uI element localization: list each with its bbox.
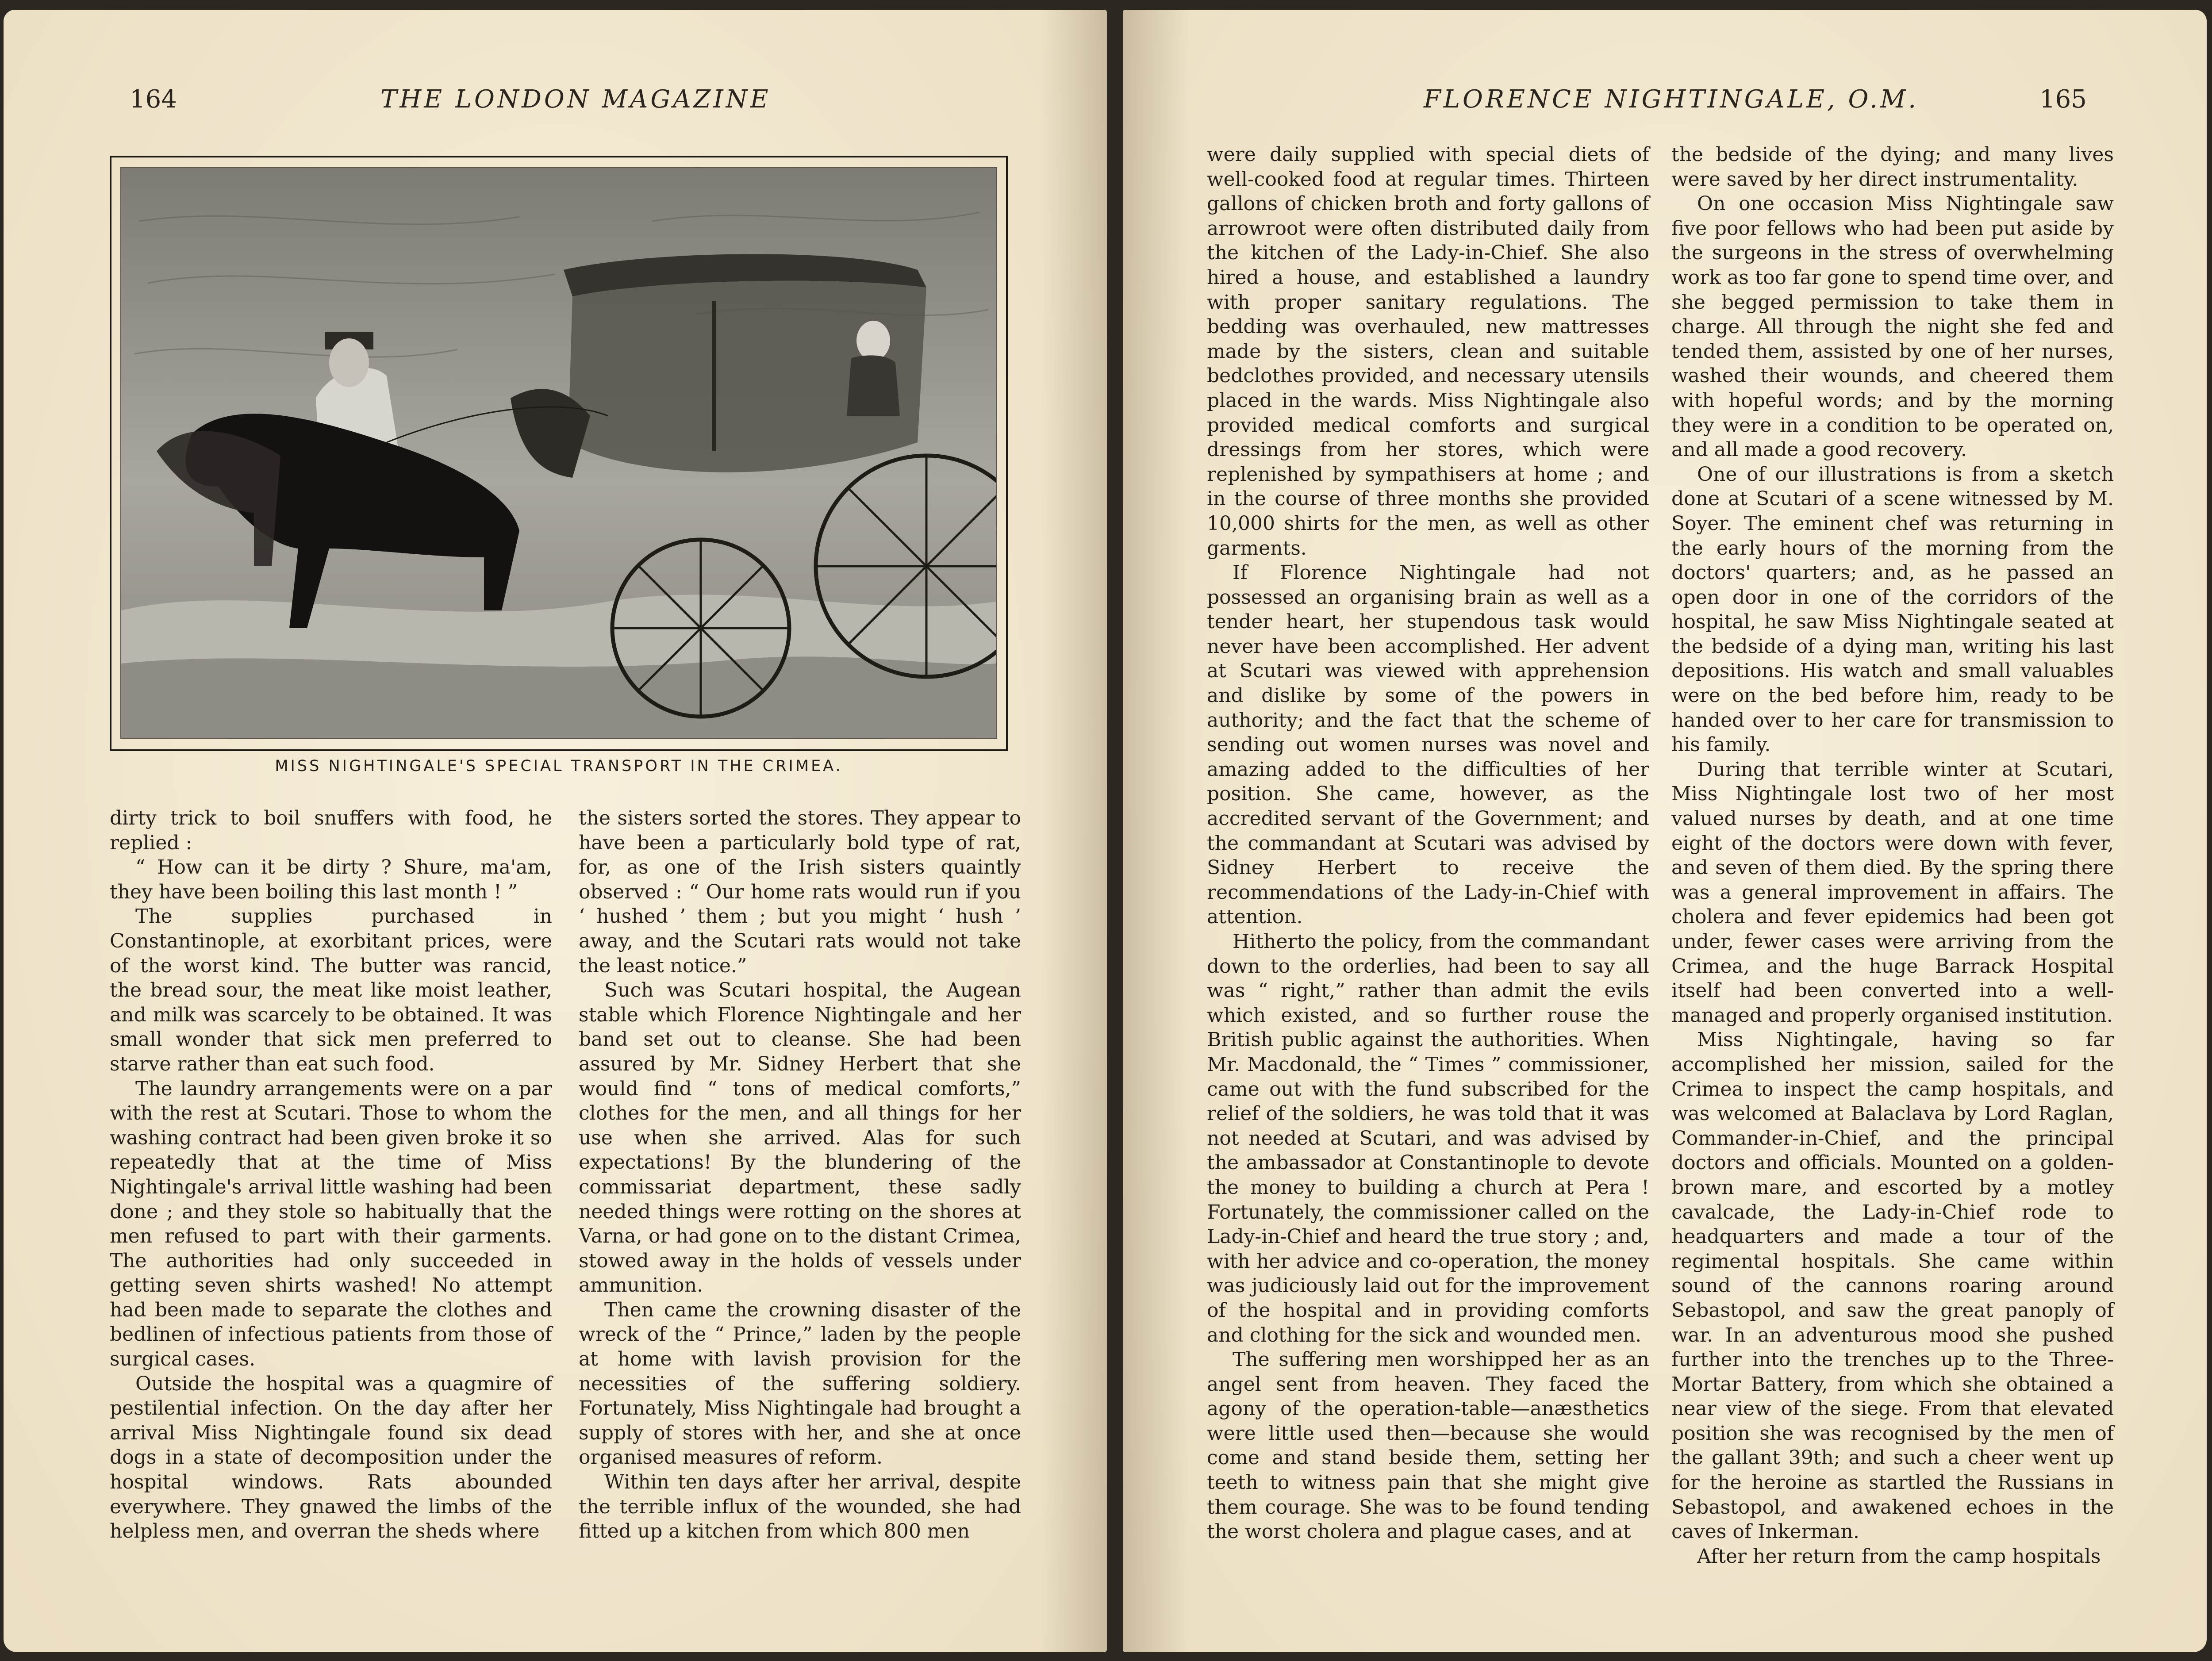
left-gutter-shadow bbox=[1041, 10, 1107, 1652]
paragraph: On one occasion Miss Nightingale saw five poor fellows who had been put aside by the surgeons in the stress of overwhelming work as too far gone to spend time over, and she begged permission to take them in charge. All through the night she fed and tended them, assisted by one of her nurses, washed their wounds, and cheered them with hopeful words; and by the morning they were in a condition to be operated on, and all made a good recovery. bbox=[1671, 192, 2114, 461]
paragraph: dirty trick to boil snuffers with food, he replied : bbox=[110, 807, 552, 854]
paragraph: “ How can it be dirty ? Shure, ma'am, they have been boiling this last month ! ” bbox=[110, 856, 552, 903]
left-page-column-2 bbox=[579, 806, 1021, 1544]
left-page bbox=[4, 10, 1107, 1652]
right-page bbox=[1123, 10, 2207, 1652]
page-number-left: 164 bbox=[130, 85, 177, 114]
running-head-right: FLORENCE NIGHTINGALE, O.M. bbox=[1424, 85, 1919, 114]
paragraph: Such was Scutari hospital, the Augean stable which Florence Nightingale and her band set out to cleanse. She had been assured by Mr. Sidney Herbert that she would find “ tons of medical comforts,” clothes for the men, and all things for her use when she arrived. Alas for such expectations! By the blundering of the commissariat department, these sadly needed things were rotting on the shores at Varna, or had gone on to the distant Crimea, stowed away in the holds of vessels under ammunition. bbox=[579, 979, 1021, 1297]
figure-caption: MISS NIGHTINGALE'S SPECIAL TRANSPORT IN THE CRIMEA. bbox=[275, 757, 843, 775]
paragraph: Then came the crowning disaster of the wreck of the “ Prince,” laden by the people at home with lavish provision for the necessities of the suffering soldiery. Fortunately, Miss Nightingale had brought a supply of stores with her, and she at once organised measures of reform. bbox=[579, 1298, 1021, 1469]
paragraph: the bedside of the dying; and many lives were saved by her direct instrumentality. bbox=[1671, 143, 2114, 191]
paragraph: The supplies purchased in Constantinople, at exorbitant prices, were of the worst kind. The butter was rancid, the bread sour, the meat like moist leather, and milk was scarcely to be obtained. It was small wonder that sick men preferred to starve rather than eat such food. bbox=[110, 905, 552, 1075]
right-page-column-2 bbox=[1671, 142, 2114, 1569]
paragraph: The suffering men worshipped her as an angel sent from heaven. They faced the agony of the operation-table—anæsthetics were little used then—because she would come and stand beside them, setting her teeth to witness pain that she might give them courage. She was to be found tending the worst cholera and plague cases, and at bbox=[1207, 1348, 1649, 1543]
illustration-carriage-engraving bbox=[120, 167, 997, 739]
paragraph: The laundry arrangements were on a par with the rest at Scutari. Those to whom the washing contract had been given broke it so repeatedly that at the time of Miss Nightingale's arrival little washing had been done ; and they stole so habitually that the men refused to part with their garments. The authorities had only succeeded in getting seven shirts washed! No attempt had been made to separate the clothes and bedlinen of infectious patients from those of surgical cases. bbox=[110, 1077, 552, 1371]
paragraph: the sisters sorted the stores. They appear to have been a particularly bold type of rat, for, as one of the Irish sisters quaintly observed : “ Our home rats would run if you ‘ hushed ’ them ; but you might ‘ hush ’ away, and the Scutari rats would not take the least notice.” bbox=[579, 807, 1021, 977]
paragraph: After her return from the camp hospitals bbox=[1697, 1545, 2101, 1568]
paragraph: Miss Nightingale, having so far accomplished her mission, sailed for the Crimea to inspect the camp hospitals, and was welcomed at Balaclava by Lord Raglan, Commander-in-Chief, and the principal doctors and officials. Mounted on a golden-brown mare, and escorted by a motley cavalcade, the Lady-in-Chief rode to headquarters and made a tour of the regimental hospitals. She came within sound of the cannons roaring around Sebastopol, and saw the great panoply of war. In an adventurous mood she pushed further into the trenches up to the Three-Mortar Battery, from which she obtained a near view of the siege. From that elevated position she was recognised by the men of the gallant 39th; and such a cheer went up for the heroine as startled the Russians in Sebastopol, and awakened echoes in the caves of Inkerman. bbox=[1671, 1028, 2114, 1543]
paragraph: If Florence Nightingale had not possessed an organising brain as well as a tender heart, her stupendous task would never have been accomplished. Her advent at Scutari was viewed with apprehension and dislike by some of the powers in authority; and the fact that the scheme of sending out women nurses was novel and amazing added to the difficulties of her position. She came, however, as the accredited servant of the Government; and the commandant at Scutari was advised by Sidney Herbert to receive the recommendations of the Lady-in-Chief with attention. bbox=[1207, 561, 1649, 928]
illustration-frame bbox=[110, 156, 1008, 751]
left-page-column-1 bbox=[110, 806, 552, 1544]
paragraph: Hitherto the policy, from the commandant down to the orderlies, had been to say all was “ right,” rather than admit the evils which existed, and so further rouse the British public against the authorities. When Mr. Macdonald, the “ Times ” commissioner, came out with the fund subscribed for the relief of the soldiers, he was told that it was not needed at Scutari, and was advised by the ambassador at Constantinople to devote the money to building a church at Pera ! Fortunately, the commissioner called on the Lady-in-Chief and heard the true story ; and, with her advice and co-operation, the money was judiciously laid out for the improvement of the hospital and in providing comforts and clothing for the sick and wounded men. bbox=[1207, 930, 1649, 1346]
running-head-left: THE LONDON MAGAZINE bbox=[380, 85, 771, 114]
paragraph: Within ten days after her arrival, despite the terrible influx of the wounded, she had fitted up a kitchen from which 800 men bbox=[579, 1471, 1021, 1543]
paragraph: Outside the hospital was a quagmire of pestilential infection. On the day after her arrival Miss Nightingale found six dead dogs in a state of decomposition under the hospital windows. Rats abounded everywhere. They gnawed the limbs of the helpless men, and overran the sheds where bbox=[110, 1372, 552, 1543]
paragraph: were daily supplied with special diets of well-cooked food at regular times. Thirteen gallons of chicken broth and forty gallons of arrowroot were often distributed daily from the kitchen of the Lady-in-Chief. She also hired a house, and established a laundry with proper sanitary regulations. The bedding was overhauled, new mattresses made by the sisters, clean and suitable bedclothes provided, and necessary utensils placed in the wards. Miss Nightingale also provided medical comforts and surgical dressings from her stores, which were replenished by sympathisers at home ; and in the course of three months she provided 10,000 shirts for the men, as well as other garments. bbox=[1207, 143, 1649, 560]
paragraph: One of our illustrations is from a sketch done at Scutari of a scene witnessed by M. Soyer. The eminent chef was returning in the early hours of the morning from the doctors' quarters; and, as he passed an open door in one of the corridors of the hospital, he saw Miss Nightingale seated at the bedside of a dying man, writing his last depositions. His watch and small valuables were on the bed before him, ready to be handed over to her care for transmission to his family. bbox=[1671, 463, 2114, 756]
right-page-column-1 bbox=[1207, 142, 1649, 1544]
paragraph: During that terrible winter at Scutari, Miss Nightingale lost two of her most valued nurses by death, and at one time eight of the doctors were down with fever, and seven of them died. By the spring there was a general improvement in affairs. The cholera and fever epidemics had been got under, fewer cases were arriving from the Crimea, and the huge Barrack Hospital itself had been converted into a well-managed and properly organised institution. bbox=[1671, 758, 2114, 1027]
page-number-right: 165 bbox=[2039, 85, 2087, 114]
right-gutter-shadow bbox=[1123, 10, 1189, 1652]
